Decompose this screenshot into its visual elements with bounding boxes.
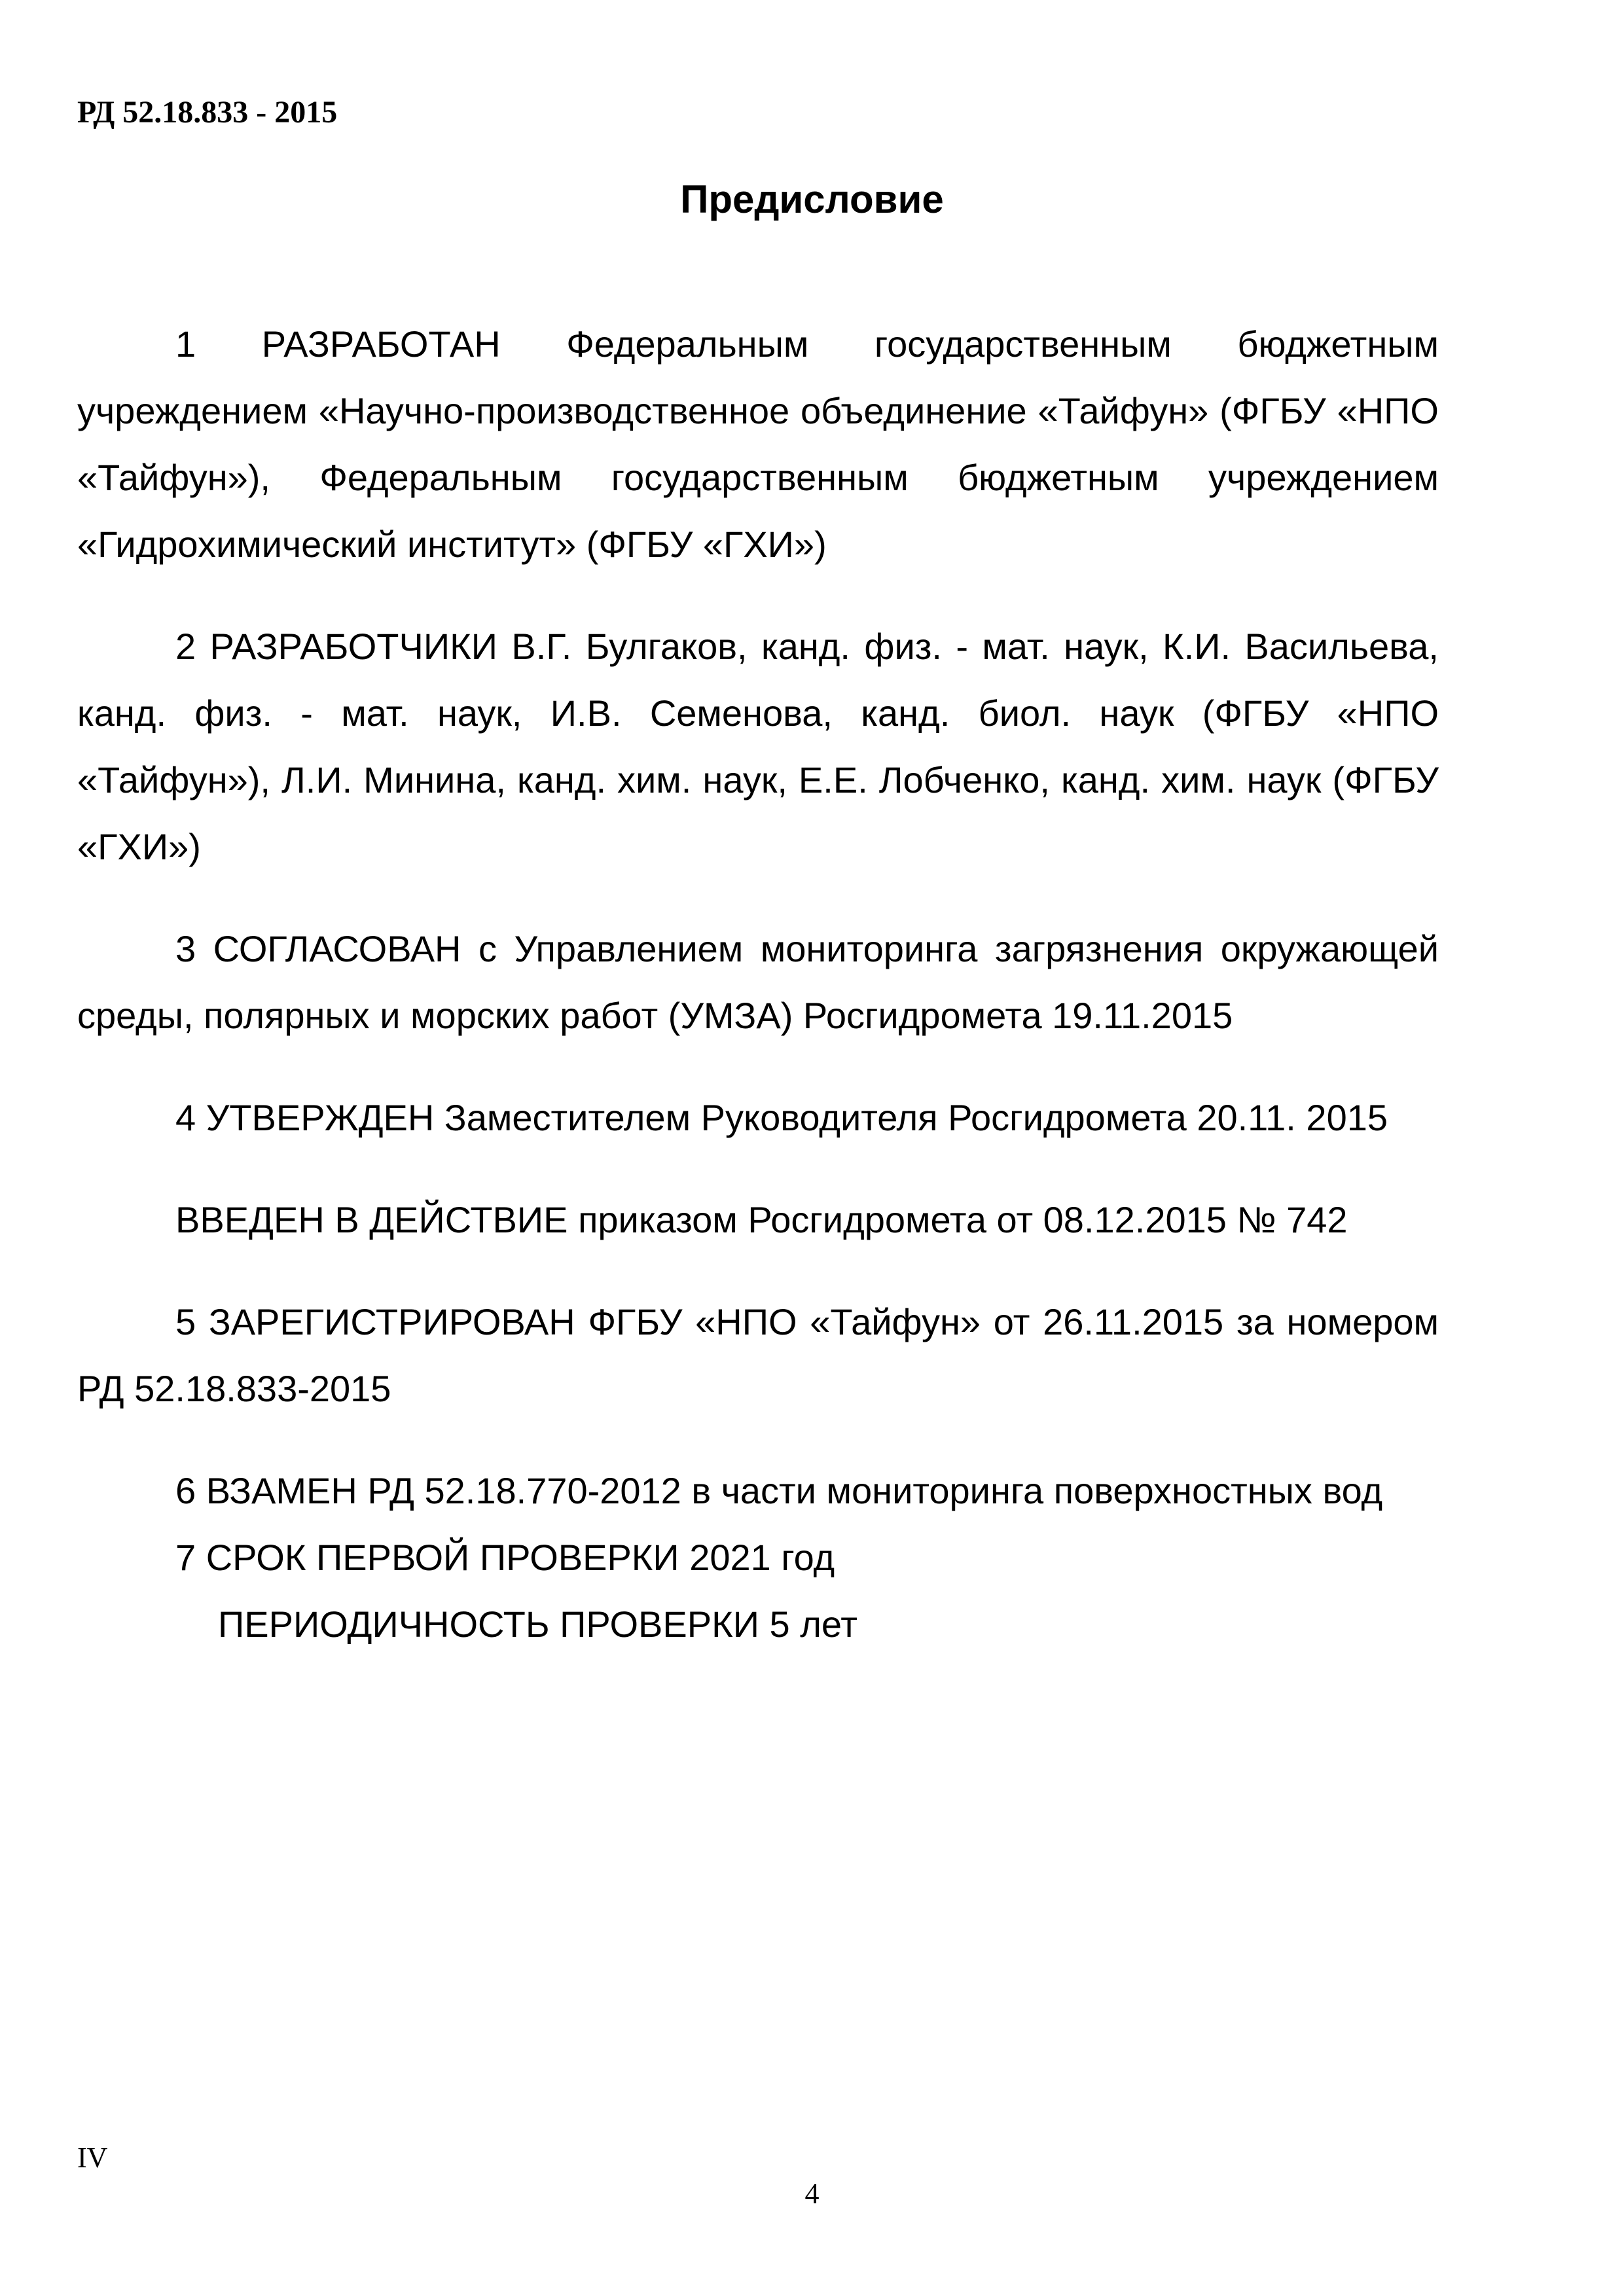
item-lead: 2 РАЗРАБОТЧИКИ [175,626,497,667]
document-code: РД 52.18.833 - 2015 [77,95,338,130]
page-title: Предисловие [680,177,944,221]
foreword-item-developed [77,311,1439,578]
roman-page-number: IV [77,2142,108,2174]
foreword-item-approved [77,1085,1439,1151]
item-text: 5 лет [769,1604,857,1645]
item-text: ФГБУ «НПО «Тайфун» от 26.11.2015 за номером РД 52.18.833-2015 [77,1301,1439,1409]
item-lead: 5 ЗАРЕГИСТРИРОВАН [175,1301,575,1342]
foreword-body [77,311,1439,1658]
item-lead: 7 СРОК ПЕРВОЙ ПРОВЕРКИ [175,1537,679,1578]
foreword-item-registered [77,1289,1439,1422]
item-lead: ВВЕДЕН В ДЕЙСТВИЕ [175,1199,568,1240]
foreword-item-first-check [77,1524,1439,1591]
item-text: В.Г. Булгаков, канд. физ. - мат. наук, К.И. Васильева, канд. физ. - мат. наук, И.В. Семенова, канд. биол. наук (ФГБУ «НПО «Тайфун»), Л.И. Минина, канд. хим. наук, Е.Е. Лобченко, канд. хим. наук (ФГБУ «ГХИ») [77,626,1439,867]
foreword-item-agreed [77,916,1439,1049]
foreword-item-check-period [77,1591,1439,1658]
foreword-item-effective [77,1187,1439,1253]
foreword-item-replaces [77,1458,1439,1524]
item-text: с Управлением мониторинга загрязнения окружающей среды, полярных и морских работ (УМЗА) Росгидромета 19.11.2015 [77,928,1439,1036]
page-number: 4 [804,2178,820,2210]
item-text: приказом Росгидромета от 08.12.2015 № 742 [578,1199,1348,1240]
foreword-item-developers [77,613,1439,880]
item-text: РД 52.18.770-2012 в части мониторинга поверхностных вод [367,1470,1383,1511]
item-lead: ПЕРИОДИЧНОСТЬ ПРОВЕРКИ [218,1604,759,1645]
item-text: 2021 год [689,1537,835,1578]
item-text: Федеральным государственным бюджетным учреждением «Научно-производственное объединение «Тайфун» (ФГБУ «НПО «Тайфун»), Федеральным государственным бюджетным учреждением «Гидрохимический институт» (ФГБУ «ГХИ») [77,323,1439,565]
item-lead: 1 РАЗРАБОТАН [175,323,501,365]
item-text: Заместителем Руководителя Росгидромета 20.11. 2015 [444,1097,1388,1138]
item-lead: 6 ВЗАМЕН [175,1470,357,1511]
item-lead: 4 УТВЕРЖДЕН [175,1097,435,1138]
item-lead: 3 СОГЛАСОВАН [175,928,461,969]
